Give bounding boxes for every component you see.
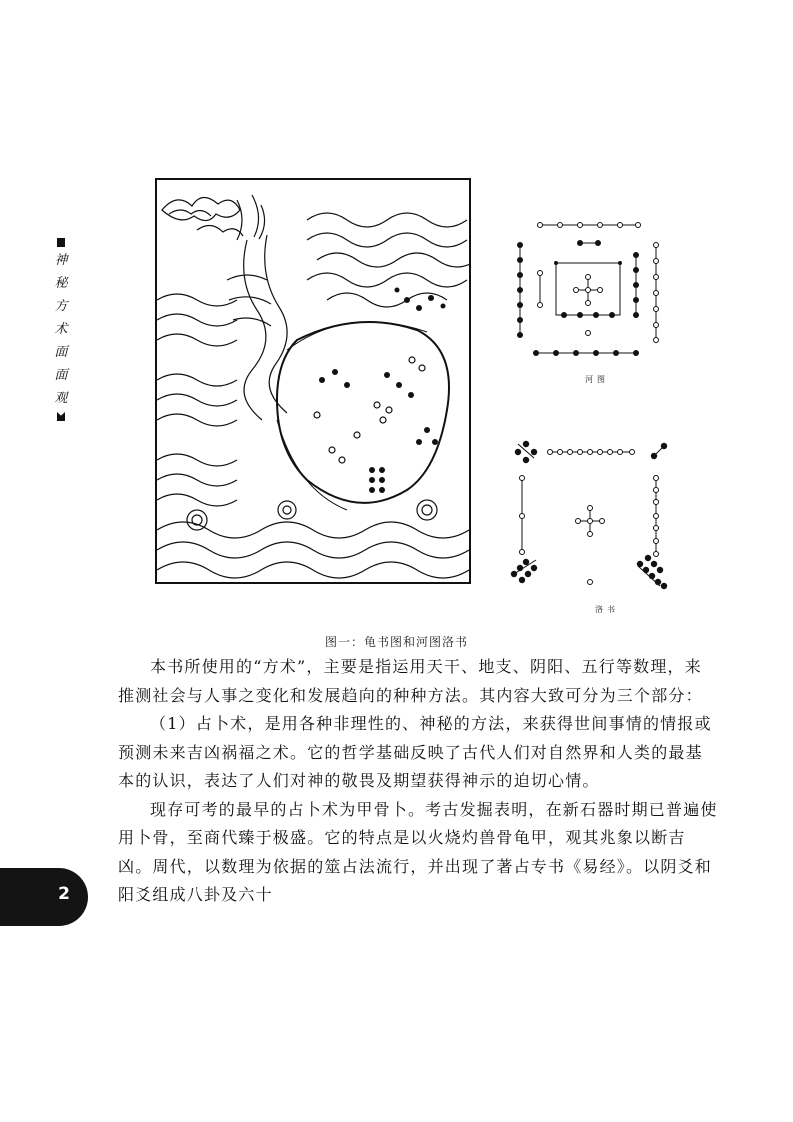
hetu-label: 河图: [585, 375, 609, 384]
running-title-char: 秘: [54, 276, 68, 291]
page-number: 2: [58, 884, 70, 904]
title-marker-bottom: [57, 412, 65, 421]
figure-caption: 图一：龟书图和河图洛书: [324, 635, 468, 649]
hetu-diagram: [508, 215, 668, 365]
paragraph: 本书所使用的“方术”，主要是指运用天干、地支、阴阳、五行等数理，来推测社会与人事之变化和发展趋向的种种方法。其内容大致可分为三个部分：: [118, 657, 703, 705]
running-title: [50, 236, 72, 423]
running-title-char: 神: [54, 253, 68, 268]
running-title-char: 观: [54, 391, 68, 406]
luoshu-label: 洛书: [595, 605, 619, 614]
paragraph: 现存可考的最早的占卜术为甲骨卜。考古发掘表明，在新石器时期已普遍使用卜骨，至商代臻于极盛。它的特点是以火烧灼兽骨龟甲，观其兆象以断吉凶。周代，以数理为依据的筮占法流行，并出现了著占专书《易经》。以阴爻和阳爻组成八卦及六十: [118, 799, 718, 904]
luoshu-diagram: [508, 436, 673, 596]
paragraph: （1）占卜术，是用各种非理性的、神秘的方法，来获得世间事情的情报或预测未来吉凶祸福之术。它的哲学基础反映了古代人们对自然界和人类的最基本的认识，表达了人们对神的敬畏及期望获得神示的迫切心情。: [118, 714, 712, 790]
page-number-tab: [0, 868, 88, 926]
running-title-char: 面: [54, 345, 68, 360]
running-title-char: 面: [54, 368, 68, 383]
running-title-char: 方: [54, 299, 68, 314]
running-title-char: 术: [54, 322, 68, 337]
turtle-dragon-woodcut: [155, 178, 471, 584]
title-marker-top: [57, 238, 65, 247]
body-text: [118, 653, 718, 910]
